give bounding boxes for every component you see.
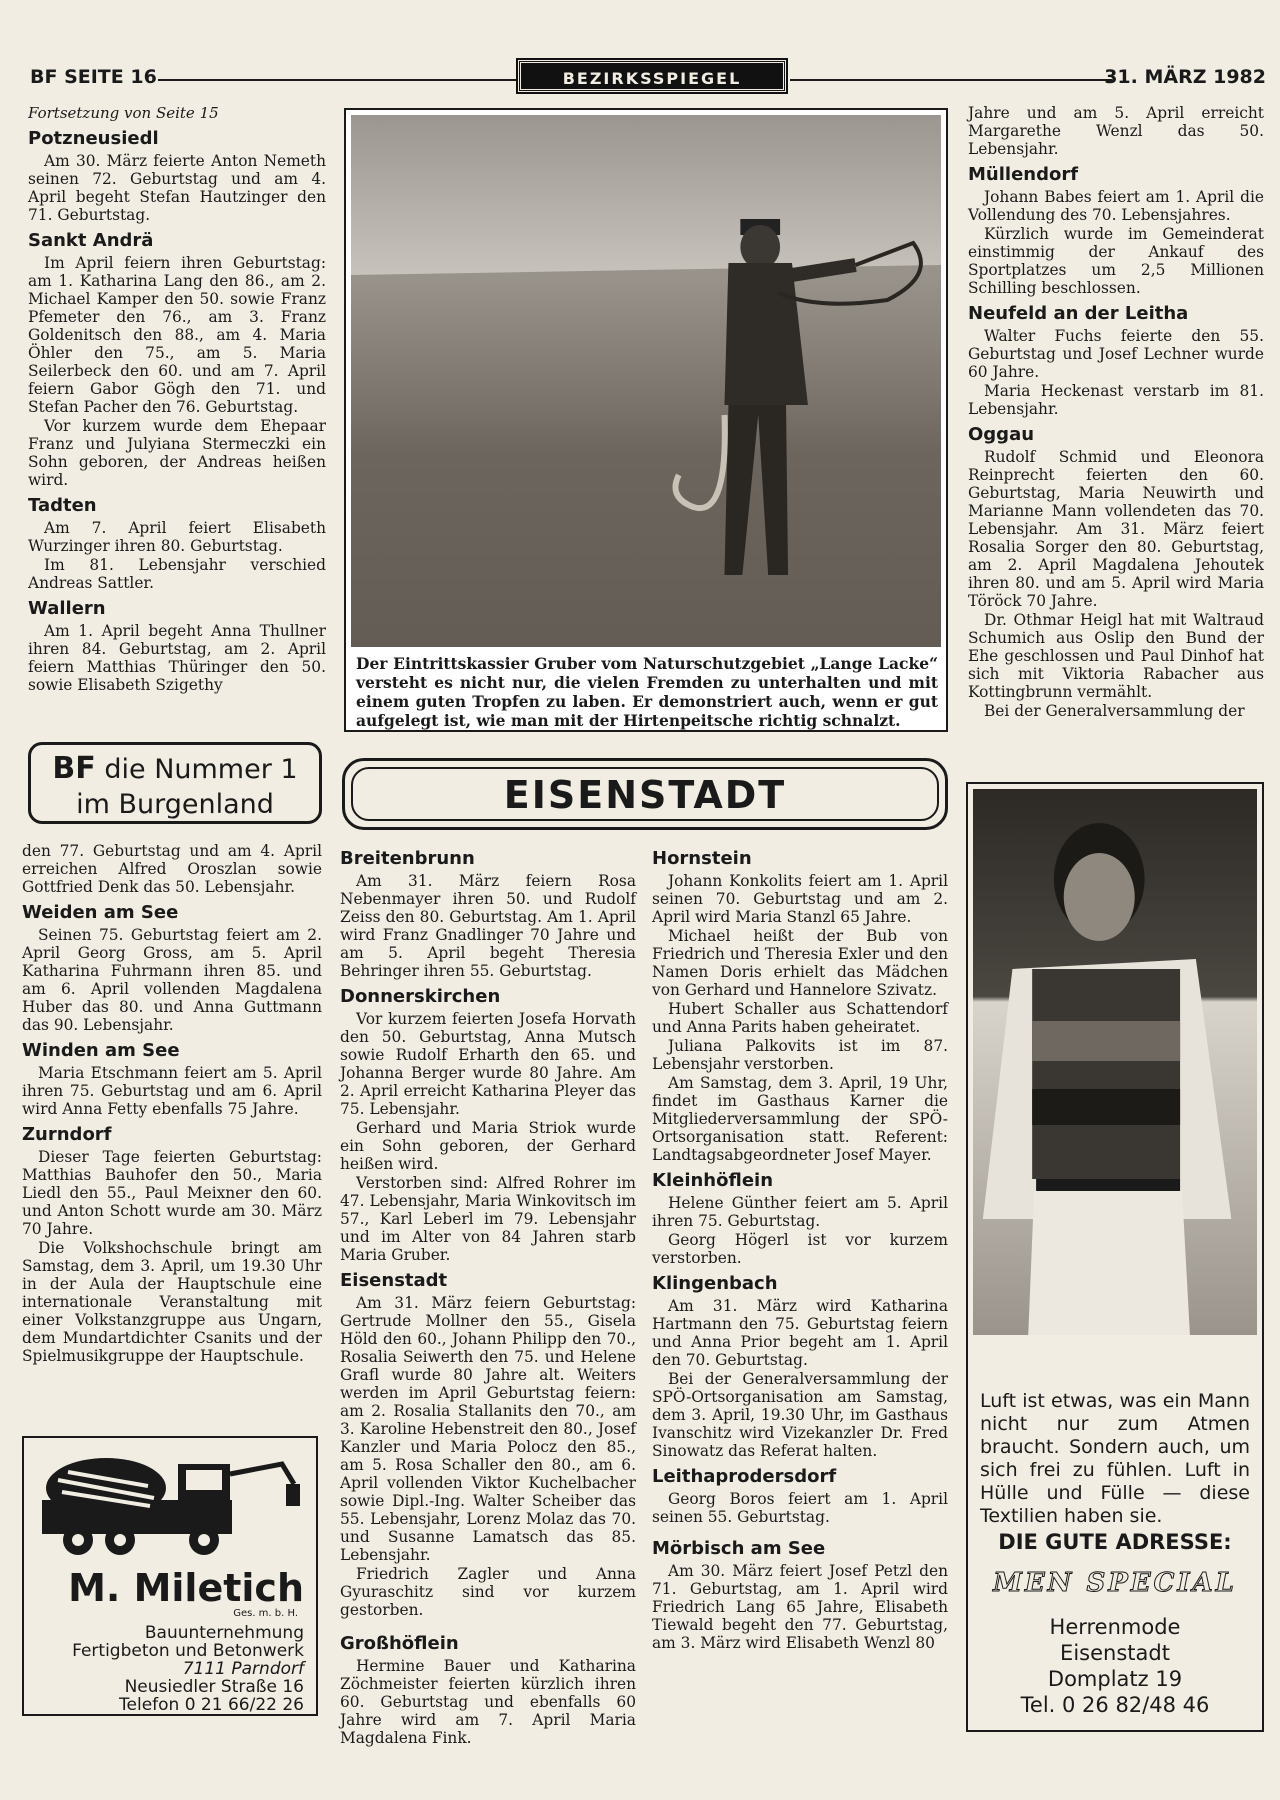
heading-grosshoeflein: Großhöflein — [340, 1633, 459, 1654]
heading-moerbisch-am-see: Mörbisch am See — [652, 1538, 826, 1559]
paragraph: Georg Högerl ist vor kurzem verstorben. — [652, 1231, 948, 1267]
ad-address-block — [24, 1624, 304, 1714]
photo-image — [351, 115, 941, 647]
paragraph: Michael heißt der Bub von Friedrich und Theresia Exler und den Namen Doris erhielt das Mädchen von Gerhard und Hannelore Szivatz. — [652, 927, 948, 999]
ad-slogan: DIE GUTE ADRESSE: — [998, 1530, 1232, 1554]
ad-company-name: M. Miletich — [68, 1566, 304, 1610]
paragraph: Friedrich Zagler und Anna Gyuraschitz sind vor kurzem gestorben. — [340, 1565, 636, 1619]
paragraph: Am 1. April begeht Anna Thullner ihren 84. Geburtstag, am 2. April feiern Matthias Thüringer den 50. sowie Elisabeth Szigethy — [28, 622, 326, 694]
paragraph: Hermine Bauer und Katharina Zöchmeister feierten kürzlich ihren 60. Geburtstag und ebenfalls 60 Jahre wird am 7. April Maria Magdalena Fink. — [340, 1657, 636, 1747]
paragraph: Dr. Othmar Heigl hat mit Waltraud Schumich aus Oslip den Bund der Ehe geschlossen und Paul Dinhof hat sich mit Viktoria Rabacher aus Kottingbrunn vermählt. — [968, 611, 1264, 701]
men-special-ad — [966, 782, 1264, 1732]
paragraph: Gerhard und Maria Striok wurde ein Sohn geboren, der Gerhard heißen wird. — [340, 1119, 636, 1173]
heading-wallern: Wallern — [28, 598, 106, 619]
heading-leithaprodersdorf: Leithaprodersdorf — [652, 1466, 837, 1487]
paragraph: Im 81. Lebensjahr verschied Andreas Sattler. — [28, 556, 326, 592]
ad-company-form: Ges. m. b. H. — [233, 1608, 298, 1619]
ad-line: 7111 Parndorf — [182, 1659, 304, 1679]
header-rule-left — [158, 79, 518, 81]
header-rule-right — [790, 79, 1112, 81]
paragraph: Am 31. März wird Katharina Hartmann den 75. Geburtstag feiern und Anna Prior begeht am 1. April den 70. Geburtstag. — [652, 1297, 948, 1369]
paragraph: Am 30. März feierte Anton Nemeth seinen 72. Geburtstag und am 4. April begeht Stefan Hautzinger den 71. Geburtstag. — [28, 152, 326, 224]
paragraph: Maria Heckenast verstarb im 81. Lebensjahr. — [968, 382, 1264, 418]
paragraph: Rudolf Schmid und Eleonora Reinprecht feierten den 60. Geburtstag, Maria Neuwirth und Marianne Mann vollendeten das 70. Lebensjahr. Am 31. März feiert Rosalia Sorger den 80. Geburtstag, am 2. April Magdalena Jehoutek ihren 80. und am 5. April wird Maria Töröck 70 Jahre. — [968, 448, 1264, 610]
concrete-mixer-truck-icon — [38, 1450, 308, 1560]
page-number: BF SEITE 16 — [30, 66, 157, 88]
paragraph: Maria Etschmann feiert am 5. April ihren 75. Geburtstag und am 6. April wird Anna Fetty ebenfalls 75 Jahre. — [22, 1064, 322, 1118]
ad-line: Tel. 0 26 82/48 46 — [1020, 1693, 1210, 1717]
paragraph: Dieser Tage feierten Geburtstag: Matthias Bauhofer den 50., Maria Liedl den 55., Paul Meixner den 60. und Anton Schott wurde am 30. März 70 Jahre. — [22, 1148, 322, 1238]
bf-logo-mark: BF — [52, 751, 96, 786]
paragraph: Am 31. März feiern Rosa Nebenmayer ihren 50. und Rudolf Zeiss den 80. Geburtstag. Am 1. April wird Franz Gnadlinger 70 Jahre und am 5. April begeht Theresia Behringer ihren 55. Geburtstag. — [340, 872, 636, 980]
paragraph: Walter Fuchs feierte den 55. Geburtstag und Josef Lechner wurde 60 Jahre. — [968, 327, 1264, 381]
heading-eisenstadt: Eisenstadt — [340, 1270, 448, 1291]
ad-photo — [973, 789, 1257, 1335]
continuation-note: Fortsetzung von Seite 15 — [28, 104, 219, 122]
heading-kleinhoeflein: Kleinhöflein — [652, 1170, 774, 1191]
man-in-striped-shirt-figure — [973, 789, 1257, 1335]
paragraph: Johann Babes feiert am 1. April die Vollendung des 70. Lebensjahres. — [968, 188, 1264, 224]
heading-sankt-andrae: Sankt Andrä — [28, 230, 154, 251]
paragraph: Am 30. März feiert Josef Petzl den 71. Geburtstag, am 1. April wird Friedrich Lang 65 Jahre, Elisabeth Tiewald begeht den 77. Geburtstag, am 3. März wird Elisabeth Wenzl 80 — [652, 1562, 948, 1652]
paragraph: Bei der Generalversammlung der SPÖ-Ortsorganisation am Samstag, dem 3. April, 19.30 Uhr, im Gasthaus Ivanschitz wird Vizekanzler Dr. Fred Sinowatz das Referat halten. — [652, 1370, 948, 1460]
heading-potzneusiedl: Potzneusiedl — [28, 128, 159, 149]
paragraph: Georg Boros feiert am 1. April seinen 55. Geburtstag. — [652, 1490, 948, 1526]
issue-date: 31. MÄRZ 1982 — [1104, 66, 1266, 88]
heading-breitenbrunn: Breitenbrunn — [340, 848, 475, 869]
column-1-top — [28, 104, 326, 695]
paragraph: Seinen 75. Geburtstag feiert am 2. April Georg Gross, am 5. April Katharina Fuhrmann ihren 85. und am 6. April vollenden Magdalena Huber das 80. und Anna Guttmann das 90. Lebensjahr. — [22, 926, 322, 1034]
paragraph: Am Samstag, dem 3. April, 19 Uhr, findet im Gasthaus Karner die Mitgliederversammlung der SPÖ-Ortsorganisation statt. Referent: Landtagsabgeordneter Josef Mayer. — [652, 1074, 948, 1164]
heading-klingenbach: Klingenbach — [652, 1273, 778, 1294]
bf-logo-box — [28, 742, 322, 824]
column-4 — [968, 104, 1264, 721]
paragraph: Jahre und am 5. April erreicht Margarethe Wenzl das 50. Lebensjahr. — [968, 104, 1264, 158]
heading-weiden-am-see: Weiden am See — [22, 902, 179, 923]
miletich-ad — [22, 1436, 318, 1716]
heading-tadten: Tadten — [28, 495, 97, 516]
paragraph: Kürzlich wurde im Gemeinderat einstimmig der Ankauf des Sportplatzes um 2,5 Millionen Schilling beschlossen. — [968, 225, 1264, 297]
paragraph: Vor kurzem wurde dem Ehepaar Franz und Julyiana Stermeczki ein Sohn geboren, der Andreas heißen wird. — [28, 417, 326, 489]
heading-neufeld-an-der-leitha: Neufeld an der Leitha — [968, 303, 1189, 324]
paragraph: Im April feiern ihren Geburtstag: am 1. Katharina Lang den 86., am 2. Michael Kamper den 50. sowie Franz Pfemeter den 76., am 3. Franz Goldenitsch den 88., am 4. Maria Öhler den 75., am 5. Maria Seilerbeck den 60. und am 7. April feiern Gabor Gögh den 71. und Stefan Pacher den 76. Geburtstag. — [28, 254, 326, 416]
ad-address-block — [968, 1614, 1262, 1718]
banner-title: EISENSTADT — [351, 767, 939, 821]
heading-zurndorf: Zurndorf — [22, 1124, 112, 1145]
heading-hornstein: Hornstein — [652, 848, 752, 869]
ad-line: Neusiedler Straße 16 — [124, 1677, 304, 1697]
ad-line: Eisenstadt — [1060, 1641, 1170, 1665]
paragraph: Johann Konkolits feiert am 1. April seinen 70. Geburtstag und am 2. April wird Maria Stanzl 65 Jahre. — [652, 872, 948, 926]
column-1-bottom — [22, 842, 322, 1366]
paragraph: Verstorben sind: Alfred Rohrer im 47. Lebensjahr, Maria Winkovitsch im 57., Karl Leberl im 79. Lebensjahr und im Alter von 84 Jahren starb Maria Gruber. — [340, 1174, 636, 1264]
column-2 — [340, 842, 636, 1748]
paragraph: Am 31. März feiern Geburtstag: Gertrude Mollner den 55., Gisela Höld den 60., Johann Philipp den 70., Rosalia Seiwerth den 75. und Helene Grafl wurde 80 Jahre alt. Weiters werden im April Geburtstag feiern: am 2. Rosalia Stallanits den 70., am 3. Karoline Hebenstreit den 80., Josef Kanzler und Maria Polocz den 85., am 5. Rosa Schaller den 80., am 6. April vollenden Viktor Kuchelbacher sowie Dipl.-Ing. Walter Scheiber das 55. Lebensjahr, Lorenz Molaz das 70. und Susanne Lamatsch das 85. Lebensjahr. — [340, 1294, 636, 1564]
paragraph: Die Volkshochschule bringt am Samstag, dem 3. April, um 19.30 Uhr in der Aula der Hauptschule eine internationale Veranstaltung mit einer Volkstanzgruppe aus Ungarn, dem Mundartdichter Csanits und der Spielmusikgruppe der Hauptschule. — [22, 1239, 322, 1365]
ad-line: Bauunternehmung — [144, 1623, 304, 1643]
ad-copy: Luft ist etwas, was ein Mann nicht nur zum Atmen braucht. Sondern auch, um sich frei zu fühlen. Luft in Hülle und Fülle — diese Textilien haben sie. — [980, 1390, 1250, 1527]
brand-logo-men-special: MEN SPECIAL — [993, 1568, 1237, 1598]
logo-line-2: im Burgenland — [76, 789, 274, 820]
paragraph: den 77. Geburtstag und am 4. April erreichen Alfred Oroszlan sowie Gottfried Denk das 50. Lebensjahr. — [22, 842, 322, 896]
paragraph: Bei der Generalversammlung der — [984, 702, 1245, 720]
ad-line: Fertigbeton und Betonwerk — [72, 1641, 304, 1661]
paragraph: Am 7. April feiert Elisabeth Wurzinger ihren 80. Geburtstag. — [28, 519, 326, 555]
ad-line: Herrenmode — [1049, 1615, 1181, 1639]
ad-line: Telefon 0 21 66/22 26 — [119, 1695, 304, 1715]
paragraph: Helene Günther feiert am 5. April ihren 75. Geburtstag. — [652, 1194, 948, 1230]
photo-caption: Der Eintrittskassier Gruber vom Naturschutzgebiet „Lange Lacke“ versteht es nicht nur, die vielen Fremden zu unterhalten und mit einem guten Tropfen zu laben. Er demonstriert auch, wenn er gut aufgelegt ist, wie man mit der Hirtenpeitsche richtig schnalzt. — [356, 654, 938, 730]
ad-line: Domplatz 19 — [1047, 1667, 1183, 1691]
eisenstadt-banner — [342, 758, 948, 830]
heading-winden-am-see: Winden am See — [22, 1040, 180, 1061]
paragraph: Vor kurzem feierten Josefa Horvath den 50. Geburtstag, Anna Mutsch sowie Rudolf Erharth den 65. und Johanna Berger wurde 80 Jahre. Am 2. April erreicht Katharina Pleyer das 75. Lebensjahr. — [340, 1010, 636, 1118]
heading-donnerskirchen: Donnerskirchen — [340, 986, 501, 1007]
paragraph: Juliana Palkovits ist im 87. Lebensjahr verstorben. — [652, 1037, 948, 1073]
person-with-whip-figure — [351, 115, 941, 647]
heading-oggau: Oggau — [968, 424, 1035, 445]
column-3 — [652, 842, 948, 1653]
section-title: BEZIRKSSPIEGEL — [518, 60, 786, 92]
paragraph: Hubert Schaller aus Schattendorf und Anna Parits haben geheiratet. — [652, 1000, 948, 1036]
photo-gruber — [344, 108, 948, 732]
heading-muellendorf: Müllendorf — [968, 164, 1079, 185]
logo-line-1: die Nummer 1 — [104, 754, 298, 785]
